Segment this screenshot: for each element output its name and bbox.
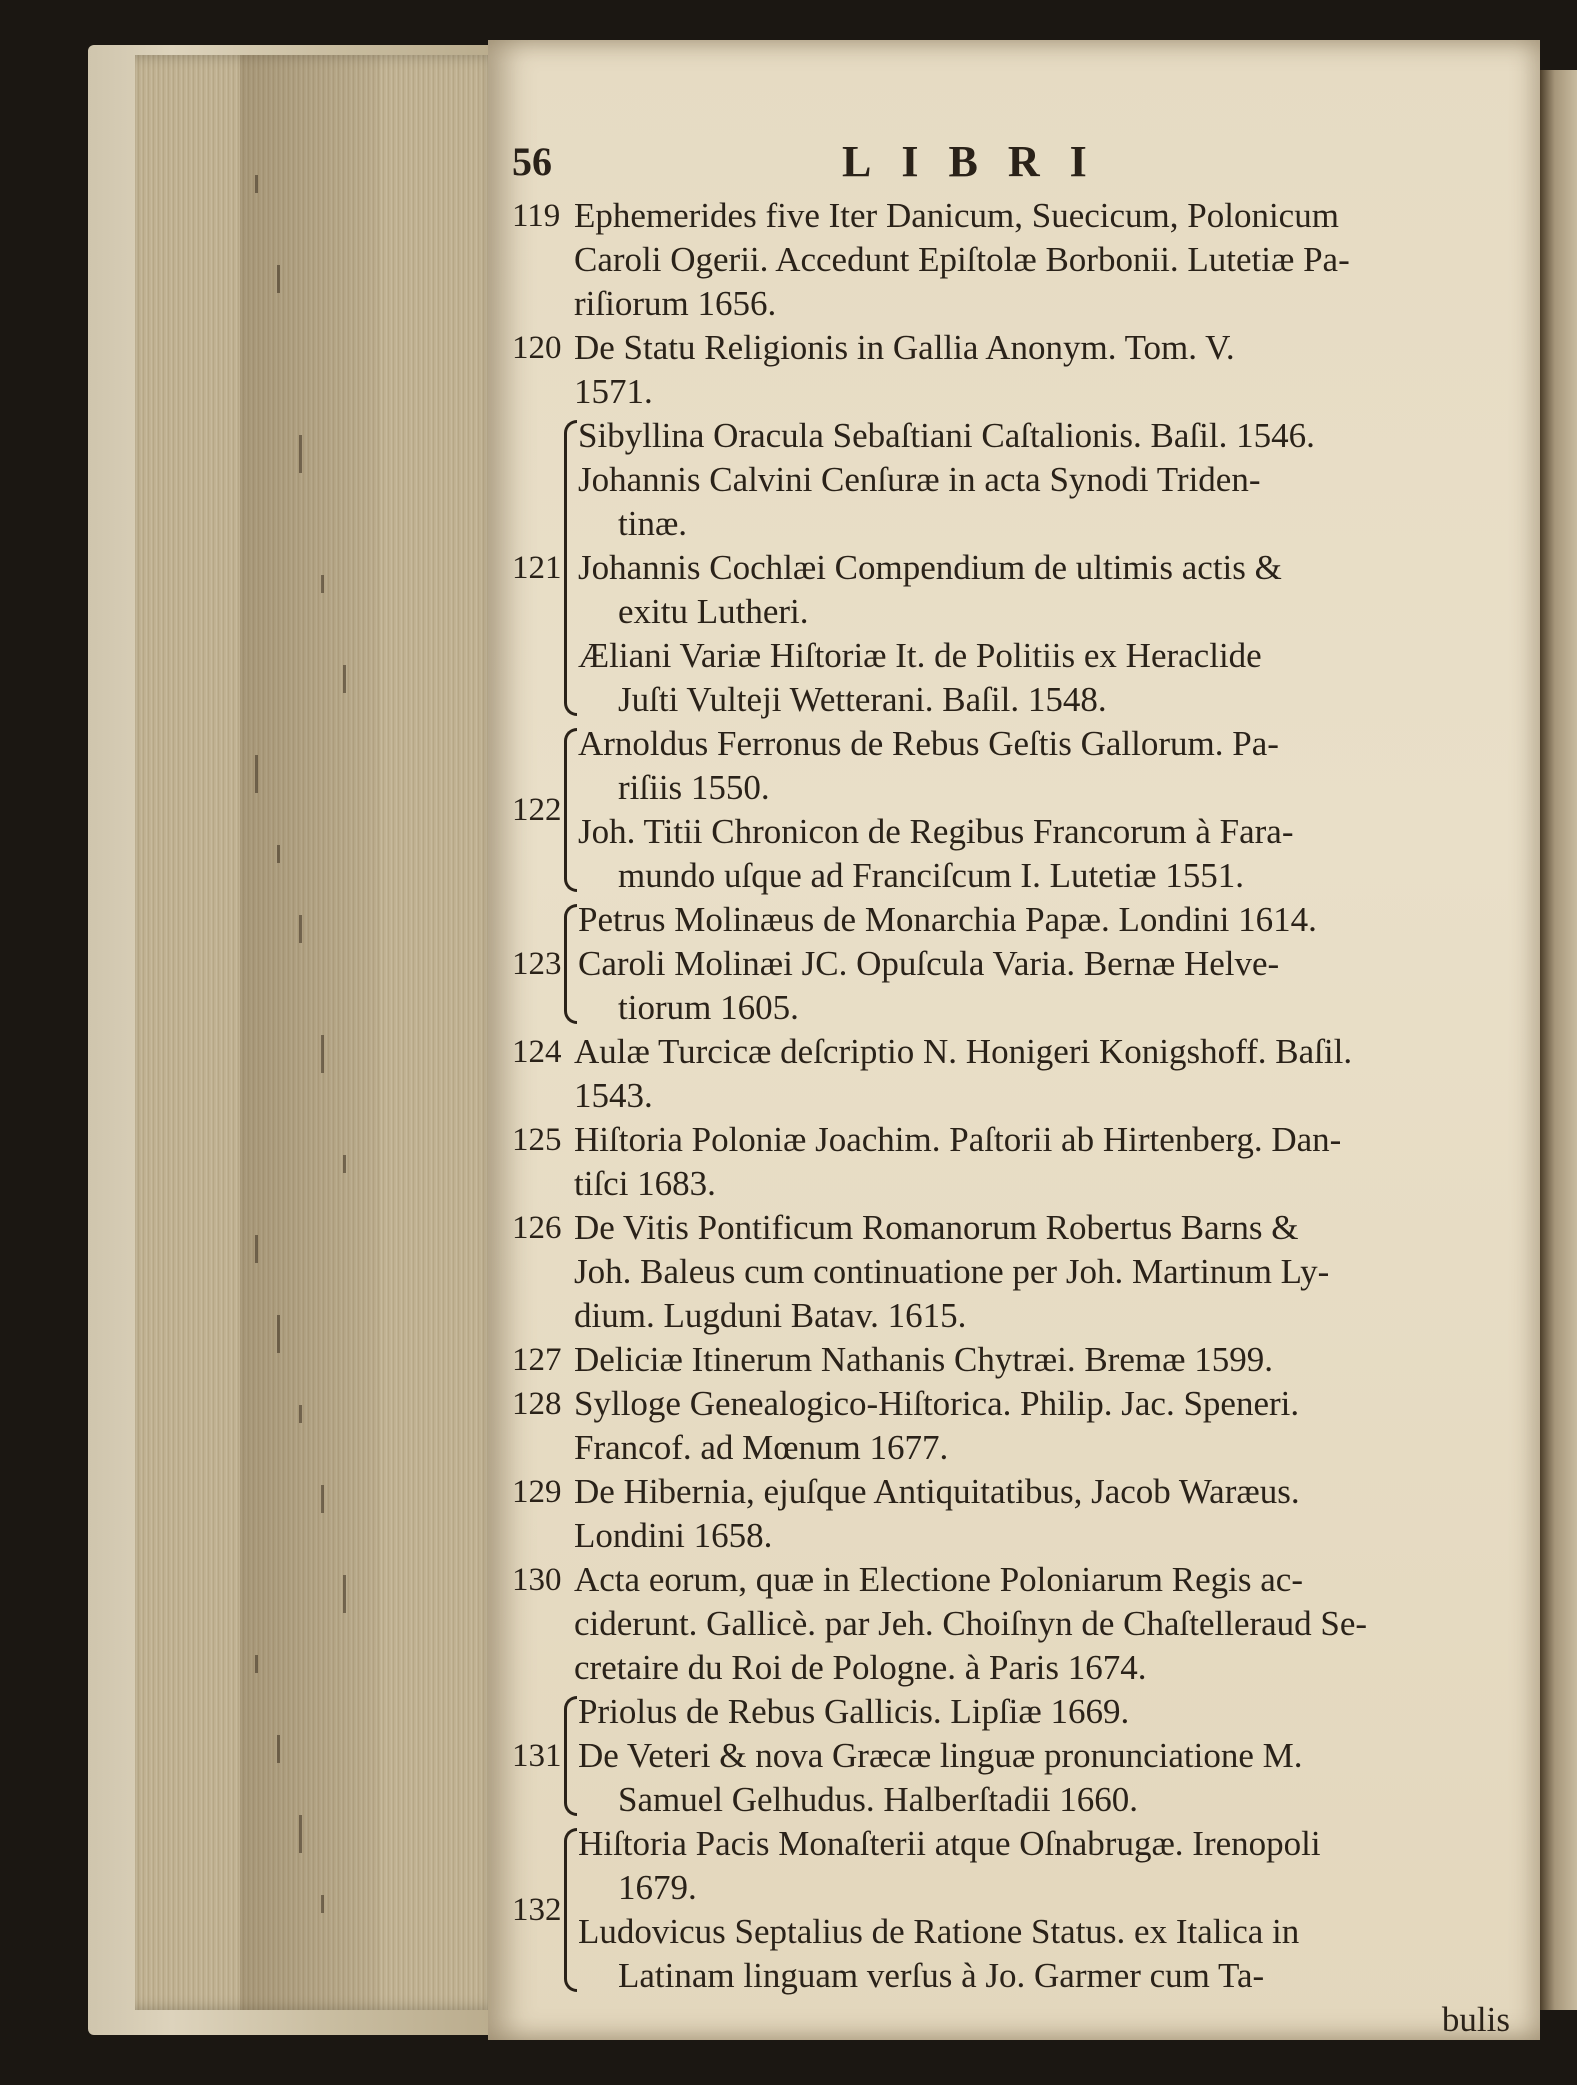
edge-mark (255, 755, 258, 793)
catalogue-entry (512, 1206, 1522, 1338)
edge-mark (321, 575, 324, 593)
catalogue-group (512, 1690, 1522, 1822)
entry-line: Hiſtoria Poloniæ Joachim. Paſtorii ab Hirtenberg. Dan- (574, 1120, 1342, 1159)
group-item-line: Hiſtoria Pacis Monaſterii atque Oſnabrugæ. Irenopoli (578, 1824, 1321, 1863)
catalogue-groups-b (512, 1690, 1522, 1998)
entry-number: 120 (512, 330, 562, 366)
entry-number: 130 (512, 1562, 562, 1598)
entry-line: cretaire du Roi de Pologne. à Paris 1674. (574, 1648, 1147, 1687)
entry-line: Londini 1658. (574, 1516, 773, 1555)
curly-brace-icon (552, 722, 578, 898)
catalogue-group (512, 722, 1522, 898)
running-head: LIBRI (842, 137, 1117, 186)
edge-mark (321, 1035, 324, 1073)
entry-number: 122 (512, 792, 562, 828)
catalogue-entries-a (512, 194, 1522, 414)
curly-brace-icon (552, 1690, 578, 1822)
entry-line: dium. Lugduni Batav. 1615. (574, 1296, 967, 1335)
group-item-line: Latinam linguam verſus à Jo. Garmer cum Ta- (618, 1956, 1265, 1995)
page-edges-shadow (240, 55, 380, 2010)
group-item-line: Johannis Calvini Cenſuræ in acta Synodi Triden- (578, 460, 1261, 499)
edge-mark (277, 265, 280, 293)
edge-mark (321, 1485, 324, 1513)
entry-line: Deliciæ Itinerum Nathanis Chytræi. Bremæ 1599. (574, 1340, 1273, 1379)
catalogue-group (512, 1822, 1522, 1998)
group-item-line: Samuel Gelhudus. Halberſtadii 1660. (618, 1780, 1139, 1819)
edge-mark (343, 665, 346, 693)
group-item-line: Juſti Vulteji Wetterani. Baſil. 1548. (618, 680, 1107, 719)
group-item-line: Joh. Titii Chronicon de Regibus Francorum à Fara- (578, 812, 1294, 851)
entry-line: riſiorum 1656. (574, 284, 777, 323)
edge-mark (277, 1315, 280, 1353)
catchword: bulis (1441, 2000, 1510, 2039)
edge-mark (299, 1815, 302, 1853)
group-item-line: tiorum 1605. (618, 988, 799, 1027)
page-edges (135, 55, 500, 2010)
catalogue-entry (512, 194, 1522, 326)
edge-mark (343, 1575, 346, 1613)
entry-line: Joh. Baleus cum continuatione per Joh. Martinum Ly- (574, 1252, 1330, 1291)
group-item-line: tinæ. (618, 504, 688, 543)
group-item-line: Æliani Variæ Hiſtoriæ It. de Politiis ex Heraclide (578, 636, 1262, 675)
entry-number: 125 (512, 1122, 562, 1158)
entry-number: 128 (512, 1386, 562, 1422)
entry-number: 131 (512, 1738, 562, 1774)
facing-page-edge (1540, 70, 1577, 2010)
page-number: 56 (512, 139, 552, 184)
entry-number: 124 (512, 1034, 562, 1070)
entry-number: 126 (512, 1210, 562, 1246)
curly-brace-icon (552, 898, 578, 1030)
entry-line: ciderunt. Gallicè. par Jeh. Choiſnyn de Chaſtelleraud Se- (574, 1604, 1368, 1643)
entry-line: tiſci 1683. (574, 1164, 716, 1203)
catalogue-entry (512, 1338, 1522, 1382)
edge-mark (255, 175, 258, 193)
curly-brace-icon (552, 1822, 578, 1998)
entry-line: De Hibernia, ejuſque Antiquitatibus, Jacob Waræus. (574, 1472, 1300, 1511)
catalogue-group (512, 898, 1522, 1030)
catalogue-entry (512, 1558, 1522, 1690)
edge-mark (299, 1405, 302, 1423)
entry-line: Acta eorum, quæ in Electione Poloniarum Regis ac- (574, 1560, 1303, 1599)
entry-number: 121 (512, 550, 562, 586)
edge-mark (321, 1895, 324, 1913)
page-content (512, 137, 1522, 2042)
group-item-line: 1679. (618, 1868, 697, 1907)
group-item-line: Caroli Molinæi JC. Opuſcula Varia. Bernæ Helve- (578, 944, 1280, 983)
catalogue-entry (512, 1470, 1522, 1558)
group-item-line: mundo uſque ad Franciſcum I. Lutetiæ 1551. (618, 856, 1245, 895)
edge-mark (255, 1235, 258, 1263)
curly-brace-icon (552, 414, 578, 722)
group-item-line: Sibyllina Oracula Sebaſtiani Caſtalionis. Baſil. 1546. (578, 416, 1315, 455)
edge-mark (277, 845, 280, 863)
group-item-line: Johannis Cochlæi Compendium de ultimis actis & (578, 548, 1282, 587)
entry-line: Aulæ Turcicæ deſcriptio N. Honigeri Konigshoff. Baſil. (574, 1032, 1353, 1071)
catalogue-groups-a (512, 414, 1522, 1030)
entry-number: 119 (512, 198, 561, 234)
group-item-line: riſiis 1550. (618, 768, 770, 807)
catalogue-entry (512, 1118, 1522, 1206)
entry-number: 132 (512, 1892, 562, 1928)
entry-number: 127 (512, 1342, 562, 1378)
page-header (512, 137, 1522, 194)
catalogue-entry (512, 1030, 1522, 1118)
catalogue-entry (512, 1382, 1522, 1470)
edge-mark (343, 1155, 346, 1173)
group-item-line: De Veteri & nova Græcæ linguæ pronunciatione M. (578, 1736, 1303, 1775)
entry-line: Francof. ad Mœnum 1677. (574, 1428, 949, 1467)
entry-line: De Vitis Pontificum Romanorum Robertus Barns & (574, 1208, 1299, 1247)
edge-mark (277, 1735, 280, 1763)
catalogue-group (512, 414, 1522, 722)
entry-line: Sylloge Genealogico-Hiſtorica. Philip. Jac. Speneri. (574, 1384, 1300, 1423)
entry-line: 1571. (574, 372, 653, 411)
entry-line: Caroli Ogerii. Accedunt Epiſtolæ Borbonii. Lutetiæ Pa- (574, 240, 1350, 279)
group-item-line: Priolus de Rebus Gallicis. Lipſiæ 1669. (578, 1692, 1130, 1731)
group-item-line: Petrus Molinæus de Monarchia Papæ. Londini 1614. (578, 900, 1317, 939)
entry-line: 1543. (574, 1076, 653, 1115)
group-item-line: Arnoldus Ferronus de Rebus Geſtis Gallorum. Pa- (578, 724, 1279, 763)
catalogue-entry (512, 326, 1522, 414)
group-item-line: exitu Lutheri. (618, 592, 809, 631)
entry-number: 123 (512, 946, 562, 982)
entry-number: 129 (512, 1474, 562, 1510)
catalogue-entries-b (512, 1030, 1522, 1690)
edge-mark (299, 435, 302, 473)
edge-mark (299, 915, 302, 943)
entry-line: De Statu Religionis in Gallia Anonym. Tom. V. (574, 328, 1235, 367)
entry-line: Ephemerides five Iter Danicum, Suecicum, Polonicum (574, 196, 1339, 235)
group-item-line: Ludovicus Septalius de Ratione Status. ex Italica in (578, 1912, 1300, 1951)
edge-mark (255, 1655, 258, 1673)
